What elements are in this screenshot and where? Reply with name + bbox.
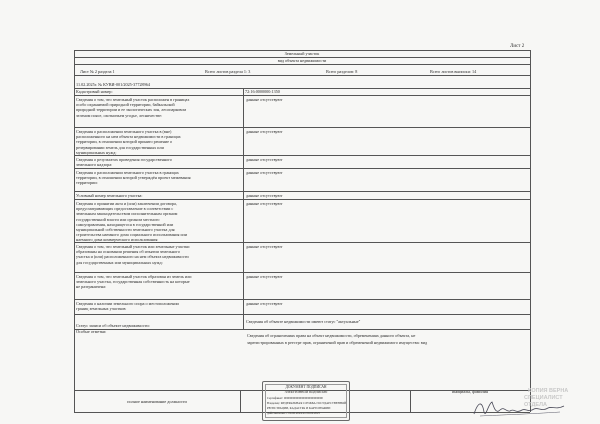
special-notes-line-1: Сведения об ограничениях права на объект недвижимости, обременениях данного объекта, не	[247, 333, 416, 338]
row-label-line: Сведения о расположении земельного участка в границах	[76, 170, 179, 175]
row-label-line: расположенного на нем объекта недвижимости в границах	[76, 134, 181, 140]
row-label-line: Сведения о наличии земельного спора о местоположении	[76, 301, 179, 306]
doc-ref-line	[74, 88, 530, 89]
copy-watermark-3: ОТДЕЛА	[524, 402, 547, 408]
total-sections: Всего разделов: 8	[326, 69, 358, 74]
row-label-line: Сведения о результатах проведения государственного	[76, 157, 172, 162]
row-divider	[74, 127, 530, 128]
sheet-number: Лист 2	[510, 44, 525, 49]
row-label-line: земельного надзора:	[76, 162, 113, 168]
row-label-line: государственной власти или органом местного	[76, 216, 160, 222]
row-label-line: особо охраняемой природной территории, 6айкальской	[76, 102, 175, 108]
row-label-line: границ земельных участков:	[76, 306, 127, 312]
row-label-line: Сведения о принятии акта и (или) заключении договора,	[76, 201, 177, 206]
row-label-line: строительства наемного дома социального использования или	[76, 232, 188, 238]
row-label-line: образованы на основании решения об изъятии земельного	[76, 249, 180, 255]
row-divider	[74, 242, 530, 243]
row-value: данные отсутствуют	[246, 301, 283, 306]
cadastral-label: Кадастровый номер:	[76, 89, 113, 94]
row-value: данные отсутствуют	[246, 274, 283, 279]
row-divider	[74, 155, 530, 156]
row-label-line: природной территории и ее экологических зон, лесопарковом	[76, 107, 186, 113]
row-label-line: муниципальных нужд:	[76, 149, 117, 155]
row-value: данные отсутствуют	[246, 201, 283, 206]
handwritten-signature	[470, 396, 570, 420]
status-value: Сведения об объекте недвижимости имеют статус "актуальные"	[246, 319, 361, 324]
signature-divider-1	[240, 390, 241, 412]
copy-watermark-2: СПЕЦИАЛИСТ	[524, 395, 563, 401]
row-label-line: наемного дома коммерческого использования:	[76, 237, 159, 243]
stamp-validity: Действителен: с 00.00.2024 по 00.00.2025	[267, 411, 321, 415]
copy-watermark-1: КОПИЯ ВЕРНА	[528, 388, 569, 394]
total-pages: Всего листов выписки: 14	[430, 69, 477, 74]
row-label-line: не разграничена:	[76, 284, 107, 290]
frame-right-line	[530, 50, 531, 412]
row-label-line: Сведения о расположении земельного участка в (вне)	[76, 129, 172, 134]
section-total-sheets: Всего листов раздела 1: 3	[205, 69, 251, 74]
row-label-line: территории, в отношении которой утверждён проект межевания	[76, 175, 191, 181]
row-label-line: Сведения о том, что земельный участок образован из земель или	[76, 274, 192, 279]
row-label-line: Сведения о том, что земельный участок или земельные участки	[76, 244, 190, 249]
row-divider	[74, 299, 530, 300]
row-value: данные отсутствуют	[246, 97, 283, 102]
row-label-line: земельным законодательством исполнительным органом	[76, 211, 178, 217]
row-value: данные отсутствуют	[246, 244, 283, 249]
stamp-owner: Владелец: ФЕДЕРАЛЬНАЯ СЛУЖБА ГОСУДАРСТВЕННОЙ	[267, 401, 347, 405]
row-label-line: резервировании земель для государственных или	[76, 144, 164, 150]
row-label-line: зеленом поясе, охотничьем угодье, лесничестве:	[76, 112, 163, 118]
column-divider	[243, 88, 244, 329]
row-label-line: для государственных или муниципальных нужд:	[76, 259, 163, 265]
object-type: Земельный участок	[284, 51, 320, 56]
document-reference: 11.02.2025г. № КУВИ-001/2025-37728964	[76, 82, 150, 87]
frame-left-line	[74, 50, 75, 412]
row-label-line: Условный номер земельного участка:	[76, 193, 143, 198]
cadastral-number: 72:16:0000000:1350	[245, 89, 280, 94]
row-divider	[74, 272, 530, 273]
row-value: данные отсутствуют	[246, 170, 283, 175]
row-divider	[74, 314, 530, 315]
position-caption: полное наименование должности	[127, 399, 187, 404]
electronic-signature-stamp	[262, 381, 350, 421]
row-value: данные отсутствуют	[246, 157, 283, 162]
status-label: Статус записи об объекте недвижимости:	[76, 323, 150, 328]
row-divider	[74, 199, 530, 200]
row-label-line: самоуправления, находящегося в государственной или	[76, 221, 174, 227]
row-divider	[74, 191, 530, 192]
row-value: данные отсутствуют	[246, 193, 283, 198]
row-label-line: муниципальной собственности земельного участка для	[76, 227, 175, 232]
info-bar-line	[74, 75, 530, 76]
row-label-line: территории:	[76, 180, 98, 186]
row-label-line: предусматривающих предоставление в соответствии с	[76, 206, 174, 212]
stamp-subtitle: ЭЛЕКТРОННОЙ ПОДПИСЬЮ	[284, 390, 328, 394]
status-line	[74, 329, 530, 330]
object-type-caption: вид объекта недвижимости	[277, 58, 327, 63]
section-sheet-number: Лист № 2 раздела 1	[80, 69, 115, 74]
row-label-line: земельного участка, государственная собственность на которые	[76, 279, 190, 285]
row-value: данные отсутствуют	[246, 129, 283, 134]
special-notes-label: Особые отметки:	[76, 329, 107, 334]
stamp-title: ДОКУМЕНТ ПОДПИСАН	[285, 385, 327, 389]
row-label-line: участка и (или) расположенного на нем объекта недвижимости	[76, 254, 189, 260]
row-label-line: территории, в отношении которой принято решение о	[76, 139, 173, 145]
row-divider	[74, 168, 530, 169]
cadastral-line	[74, 95, 530, 96]
stamp-owner-2: РЕГИСТРАЦИИ, КАДАСТРА И КАРТОГРАФИИ	[267, 406, 331, 410]
header-bottom-line	[74, 64, 530, 65]
row-label-line: Сведения о том, что земельный участок расположен в границах	[76, 97, 190, 102]
name-caption: инициалы, фамилия	[452, 389, 488, 394]
special-notes-line-2: зарегистрированных в реестре прав, ограничений прав и обременений недвижимого имущества: вид	[247, 340, 428, 345]
stamp-certificate: Сертификат: 00000000000000000000000000	[267, 396, 323, 400]
